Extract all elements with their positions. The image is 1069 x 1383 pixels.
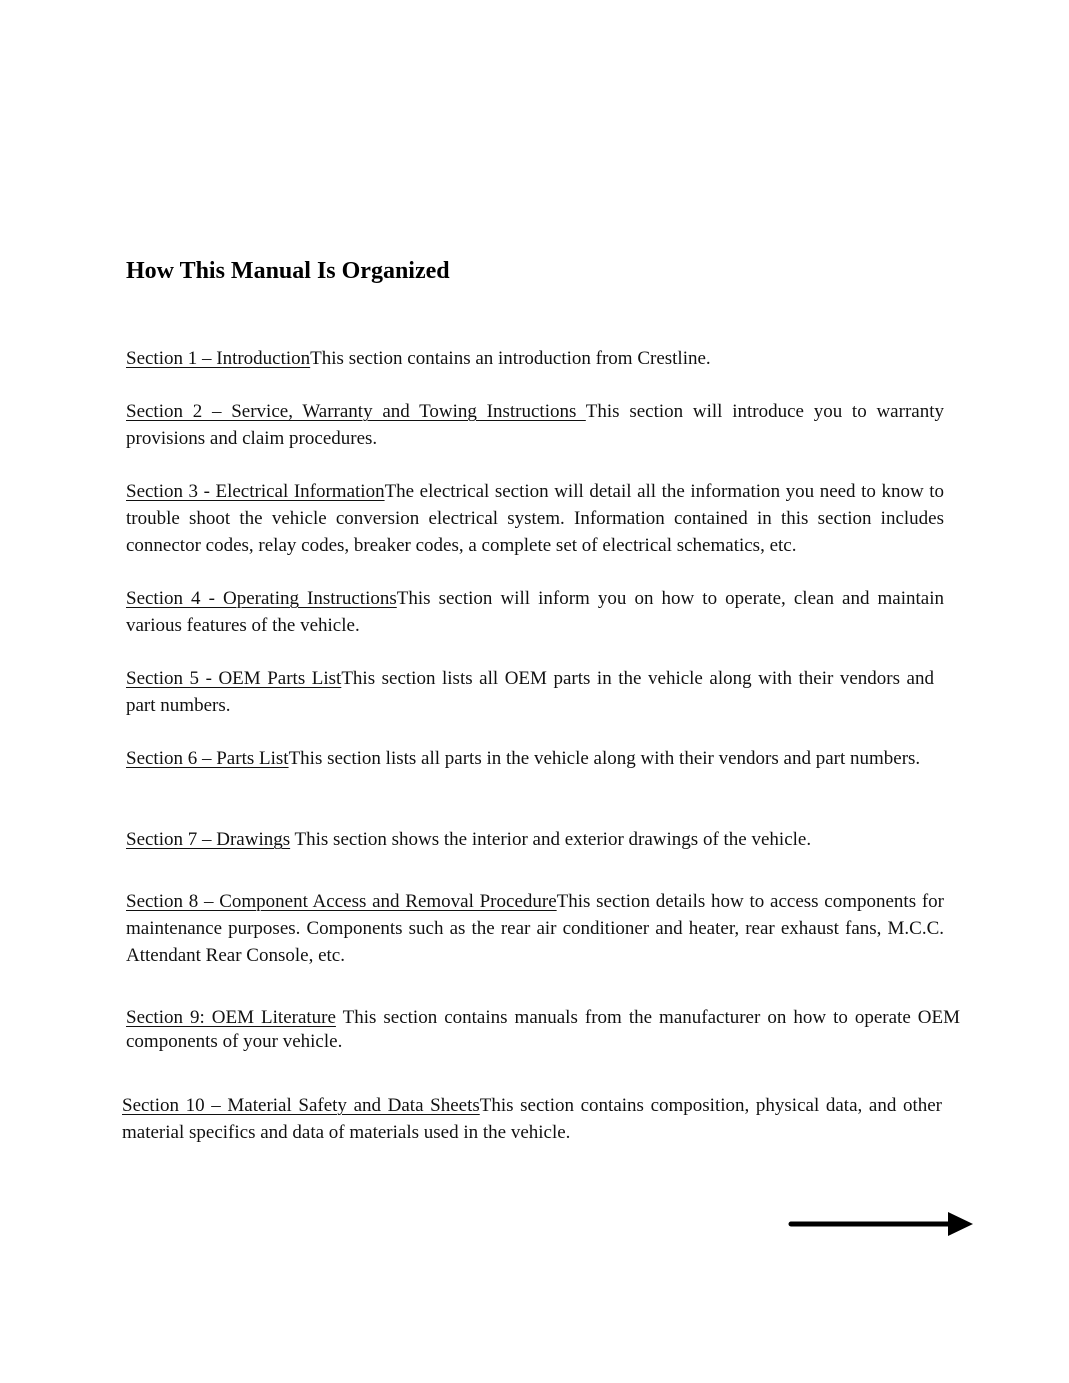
section-heading-10: Section 10 – Material Safety and Data Sheets — [122, 1095, 480, 1116]
section-entry-9 — [126, 1006, 960, 1054]
section-entry-2 — [126, 398, 944, 452]
section-entry-5 — [126, 665, 934, 719]
section-heading-8: Section 8 – Component Access and Removal Procedure — [126, 891, 557, 912]
page-title: How This Manual Is Organized — [126, 258, 450, 284]
section-description-3: The electrical section will detail all the information you need to know to trouble shoot the vehicle conversion electrical system. Information contained in this section includes connector codes, relay codes, breaker codes, a complete set of electrical schematics, etc. — [126, 481, 944, 556]
section-heading-2: Section 2 – Service, Warranty and Towing Instructions — [126, 401, 586, 422]
section-description-1: This section contains an introduction from Crestline. — [310, 348, 711, 369]
section-description-2: This section will introduce you to warranty provisions and claim procedures. — [126, 401, 944, 449]
section-entry-4 — [126, 585, 944, 639]
section-entry-6 — [126, 745, 944, 772]
section-description-7: This section shows the interior and exterior drawings of the vehicle. — [290, 829, 812, 850]
section-entry-8 — [126, 888, 944, 969]
section-entry-7 — [126, 826, 956, 853]
arrow-right-icon — [788, 1208, 976, 1242]
section-heading-3: Section 3 - Electrical Information — [126, 481, 385, 502]
section-heading-6: Section 6 – Parts List — [126, 748, 289, 769]
section-description-6: This section lists all parts in the vehicle along with their vendors and part numbers. — [288, 748, 921, 769]
section-heading-7: Section 7 – Drawings — [126, 829, 291, 850]
section-description-10: This section contains composition, physical data, and other material specifics and data of materials used in the vehicle. — [122, 1095, 942, 1143]
section-entry-1 — [126, 345, 946, 372]
section-description-9: This section contains manuals from the manufacturer on how to operate OEM components of your vehicle. — [126, 1007, 960, 1052]
section-heading-4: Section 4 - Operating Instructions — [126, 588, 397, 609]
section-description-5: This section lists all OEM parts in the vehicle along with their vendors and part numbers. — [126, 668, 934, 716]
section-description-4: This section will inform you on how to operate, clean and maintain various features of the vehicle. — [126, 588, 944, 636]
section-entry-10 — [122, 1092, 942, 1146]
section-heading-1: Section 1 – Introduction — [126, 348, 311, 369]
section-description-8: This section details how to access components for maintenance purposes. Components such as the rear air conditioner and heater, rear exhaust fans, M.C.C. Attendant Rear Console, etc. — [126, 891, 944, 966]
section-heading-5: Section 5 - OEM Parts List — [126, 668, 342, 689]
section-heading-9: Section 9: OEM Literature — [126, 1007, 336, 1028]
section-entry-3 — [126, 478, 944, 559]
